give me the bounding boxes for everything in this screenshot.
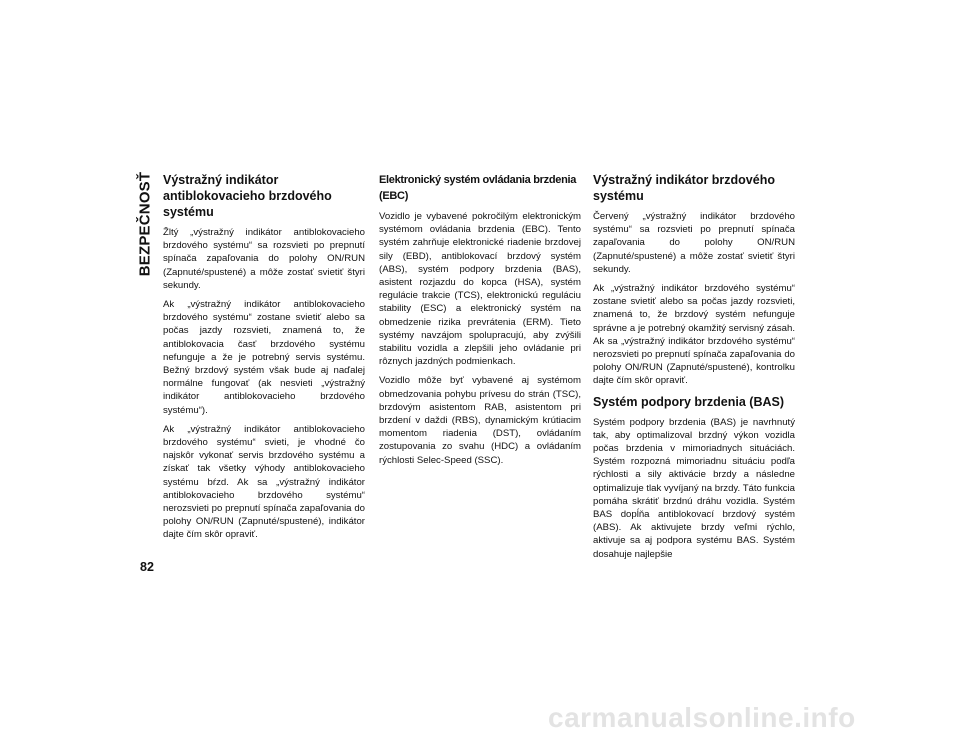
heading-brake-warning: Výstražný indikátor brzdového systému (593, 173, 775, 203)
section-tab-label: BEZPEČNOSŤ (136, 171, 154, 277)
paragraph: Vozidlo môže byť vybavené aj systémom obmedzovania pohybu prívesu do strán (TSC), brzdovým asistentom RAB, asistentom pri brzdení v daždi (RBS), dynamickým krútiacim momentom riadenia (DST), ovládaním zostupovania zo svahu (HDC) a ovládaním rýchlosti Selec-Speed (SSC). (379, 375, 581, 466)
paragraph: Ak „výstražný indikátor antiblokovacieho brzdového systému“ svieti, je vhodné čo najskôr vykonať servis brzdového systému a získať tak všetky výhody antiblokovacieho systému bŕzd. Ak sa „výstražný indikátor antiblokovacieho brzdového systému“ nerozsvieti po prepnutí spínača zapaľovania do polohy ON/RUN (Zapnuté/spustené), indikátor dajte čím skôr opraviť. (163, 423, 365, 541)
page-number: 82 (140, 560, 154, 574)
paragraph: Vozidlo je vybavené pokročilým elektronickým systémom ovládania brzdenia (EBC). Tento systém zahrňuje elektronické riadenie brzdovej sily (EBD), antiblokovací brzdový systém (ABS), systém podpory brzdenia (BAS), asistent rozjazdu do kopca (HSA), systém regulácie trakcie (TCS), elektronickú reguláciu stability (ESC) a elektronický systém na obmedzenie rizika prevrátenia (ERM). Tieto systémy navzájom spolupracujú, aby zvýšili stabilitu vozidla a zlepšili jeho ovládanie pri rôznych jazdných podmienkach. (379, 211, 581, 368)
section-tab (134, 168, 156, 280)
watermark: carmanualsonline.info (548, 702, 856, 733)
paragraph: Červený „výstražný indikátor brzdového systému“ sa rozsvieti po prepnutí spínača zapaľovania do polohy ON/RUN (Zapnuté/spustené) a môže zostať svietiť štyri sekundy. (593, 211, 795, 275)
paragraph: Ak „výstražný indikátor brzdového systému“ zostane svietiť alebo sa počas jazdy rozsvieti, znamená to, že brzdový systém nefunguje správne a je potrebný okamžitý servisný zásah. Ak sa „výstražný indikátor brzdového systému“ nerozsvieti po prepnutí spínača zapaľovania do polohy ON/RUN (Zapnuté/spustené), kontrolku dajte čím skôr opraviť. (593, 283, 795, 387)
heading-abs-warning: Výstražný indikátor antiblokovacieho brzdového systému (163, 173, 332, 219)
heading-ebc: Elektronický systém ovládania brzdenia (EBC) (379, 174, 577, 202)
heading-bas: Systém podpory brzdenia (BAS) (593, 394, 784, 409)
column-abs-warning (163, 172, 365, 548)
paragraph: Systém podpory brzdenia (BAS) je navrhnutý tak, aby optimalizoval brzdný výkon vozidla počas brzdenia v mimoriadnych situáciách. Systém rozpozná mimoriadnu situáciu podľa rýchlosti a sily aktivácie brzdy a následne optimalizuje tlak vyvíjaný na brzdy. Táto funkcia pomáha skrátiť brzdnú dráhu vozidla. Systém BAS dopĺňa antiblokovací brzdový systém (ABS). Ak aktivujete brzdy veľmi rýchlo, aktivuje sa aj podpora systému BAS. Systém dosahuje najlepšie (593, 416, 795, 560)
paragraph: Ak „výstražný indikátor antiblokovacieho brzdového systému“ zostane svietiť alebo sa počas jazdy rozsvieti, znamená to, že antiblokovacia časť brzdového systému nefunguje a že je potrebný servis systému. Bežný brzdový systém však bude aj naďalej normálne fungovať (ak nesvieti „výstražný indikátor antiblokovacieho brzdového systému“). (163, 299, 365, 416)
column-ebc (379, 172, 581, 473)
paragraph: Žltý „výstražný indikátor antiblokovacieho brzdového systému“ sa rozsvieti po prepnutí spínača zapaľovania do polohy ON/RUN (Zapnuté/spustené) a môže zostať svietiť štyri sekundy. (163, 227, 365, 291)
column-brake-warning (593, 172, 795, 567)
